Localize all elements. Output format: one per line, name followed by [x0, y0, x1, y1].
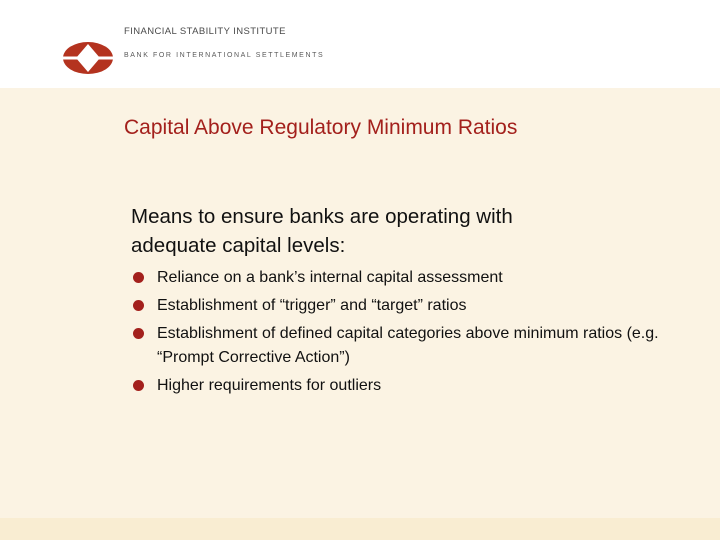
- bullet-dot-icon: [133, 380, 144, 391]
- intro-line-1: Means to ensure banks are operating with: [131, 205, 513, 228]
- intro-text: [131, 202, 651, 260]
- footer-band: [0, 518, 720, 540]
- intro-line-2: adequate capital levels:: [131, 234, 346, 257]
- header: [0, 0, 720, 88]
- organization-name: BANK FOR INTERNATIONAL SETTLEMENTS: [124, 52, 325, 59]
- list-item: [131, 266, 671, 290]
- list-item: [131, 374, 671, 398]
- bullet-dot-icon: [133, 272, 144, 283]
- bullet-text: Establishment of defined capital categories above minimum ratios (e.g. “Prompt Corrective Action”): [157, 325, 659, 366]
- list-item: [131, 322, 671, 370]
- bis-logo-icon: [62, 40, 114, 76]
- slide-title: Capital Above Regulatory Minimum Ratios: [124, 116, 518, 139]
- bullet-text: Establishment of “trigger” and “target” ratios: [157, 297, 467, 314]
- bullet-dot-icon: [133, 300, 144, 311]
- list-item: [131, 294, 671, 318]
- bullet-text: Reliance on a bank’s internal capital assessment: [157, 269, 503, 286]
- bullet-text: Higher requirements for outliers: [157, 377, 382, 394]
- institute-name: FINANCIAL STABILITY INSTITUTE: [124, 26, 286, 37]
- bullet-list: [131, 266, 671, 402]
- bullet-dot-icon: [133, 328, 144, 339]
